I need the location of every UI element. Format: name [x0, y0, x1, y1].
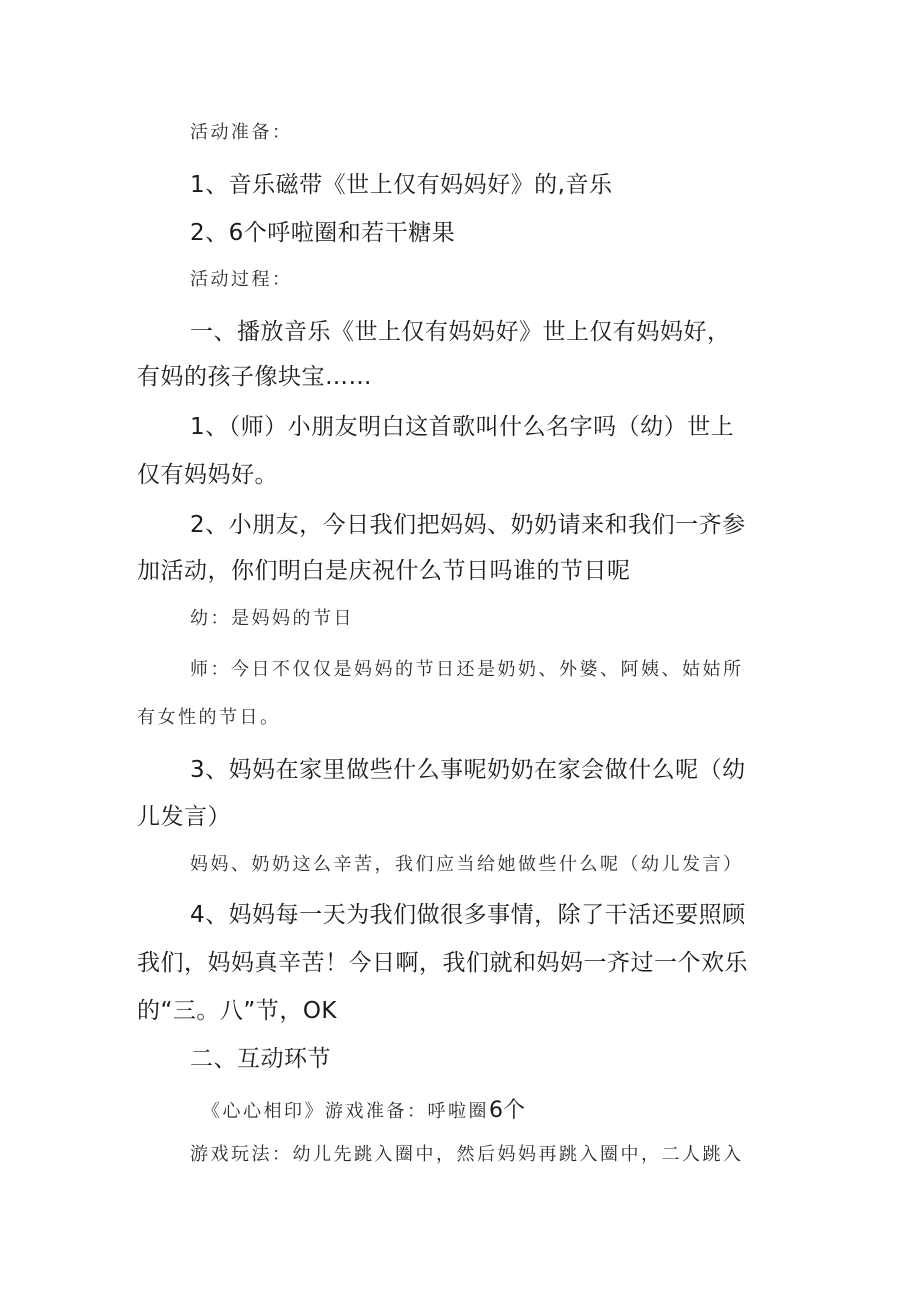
paragraph-line: 2、小朋友，今日我们把妈妈、奶奶请来和我们一齐参	[190, 512, 746, 538]
paragraph-line: 仅有妈妈好。	[137, 462, 278, 488]
game-prep-text: 《心心相印》游戏准备：呼啦圈	[202, 1101, 489, 1122]
section-heading-interaction: 二、互动环节	[190, 1046, 331, 1072]
paragraph-line: 4、妈妈每一天为我们做很多事情，除了干活还要照顾	[190, 902, 746, 928]
paragraph-line: 我们，妈妈真辛苦！今日啊，我们就和妈妈一齐过一个欢乐	[137, 950, 748, 976]
section-heading-preparation: 活动准备：	[190, 122, 293, 143]
paragraph-line	[202, 1093, 525, 1124]
paragraph-line: 1、（师）小朋友明白这首歌叫什么名字吗（幼）世上	[190, 414, 735, 440]
section-heading-process: 活动过程：	[190, 269, 293, 290]
paragraph-line: 游戏玩法：幼儿先跳入圈中，然后妈妈再跳入圈中，二人跳入	[190, 1144, 744, 1165]
paragraph-line: 的“三。八”节，OK	[137, 998, 338, 1024]
paragraph-line: 1、音乐磁带《世上仅有妈妈好》的,音乐	[190, 172, 613, 198]
paragraph-line: 3、妈妈在家里做些什么事呢奶奶在家会做什么呢（幼	[190, 757, 746, 783]
game-prep-count: 6个	[489, 1098, 525, 1123]
paragraph-line: 师：今日不仅仅是妈妈的节日还是奶奶、外婆、阿姨、姑姑所	[190, 659, 744, 680]
paragraph-line: 2、6个呼啦圈和若干糖果	[190, 220, 456, 246]
paragraph-line: 有女性的节日。	[137, 707, 281, 728]
paragraph-line: 妈妈、奶奶这么辛苦，我们应当给她做些什么呢（幼儿发言）	[190, 854, 744, 875]
paragraph-line: 儿发言）	[137, 804, 231, 830]
paragraph-line: 有妈的孩子像块宝……	[137, 364, 372, 390]
paragraph-line: 一、播放音乐《世上仅有妈妈好》世上仅有妈妈好，	[190, 319, 731, 345]
paragraph-line: 加活动，你们明白是庆祝什么节日吗谁的节日呢	[137, 558, 631, 584]
paragraph-line: 幼：是妈妈的节日	[190, 608, 354, 629]
